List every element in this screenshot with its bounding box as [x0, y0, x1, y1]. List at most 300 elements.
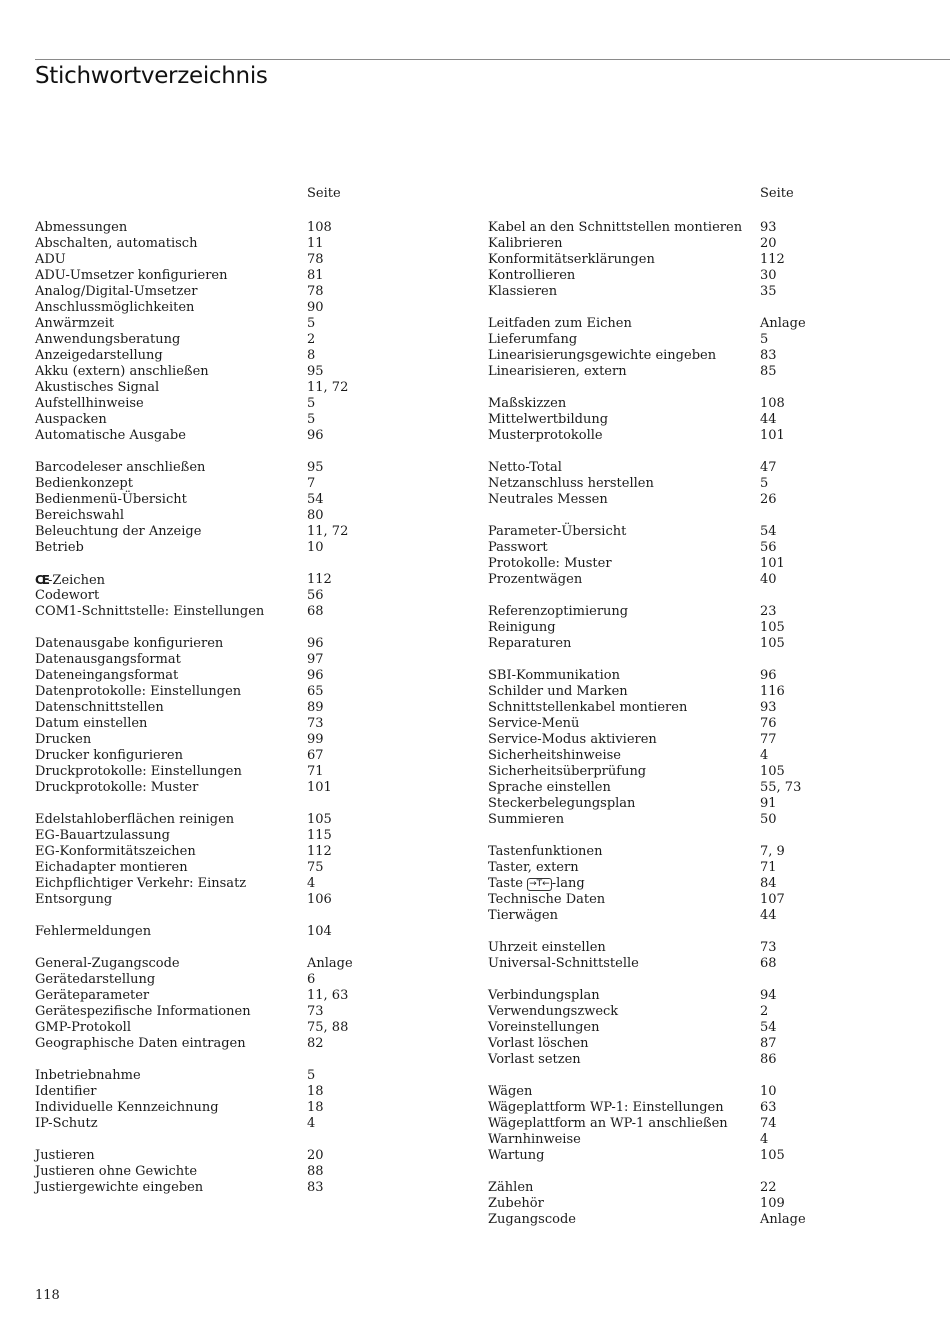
page-number: 118: [35, 1288, 60, 1303]
index-term-text: Justieren ohne Gewichte: [35, 1164, 198, 1179]
index-term: [35, 1068, 141, 1084]
index-page-ref: 67: [307, 748, 324, 763]
index-term-text: Beleuchtung der Anzeige: [35, 524, 202, 539]
index-term-text: Analog/Digital-Umsetzer: [35, 284, 198, 299]
index-term: [488, 1196, 544, 1212]
index-term: [35, 844, 196, 860]
index-term-suffix: -lang: [551, 876, 585, 891]
index-entry: [35, 220, 435, 236]
index-term-text: Tierwägen: [488, 908, 559, 923]
index-page-ref: 75: [307, 860, 324, 875]
index-entry: [35, 284, 435, 300]
index-term: [35, 284, 197, 300]
index-page-ref: 87: [760, 1036, 777, 1051]
index-entry: [35, 1004, 435, 1020]
index-spacer: [488, 1164, 928, 1180]
index-entry: [35, 924, 435, 940]
index-page-ref: 56: [307, 588, 324, 603]
index-page-ref: Anlage: [760, 316, 806, 331]
index-term-text: Voreinstellungen: [488, 1020, 600, 1035]
index-entry: [488, 252, 928, 268]
index-entry: [488, 620, 928, 636]
index-term-text: Edelstahloberflächen reinigen: [35, 812, 235, 827]
index-term-text: Passwort: [488, 540, 548, 555]
index-term-text: Sicherheitsüberprüfung: [488, 764, 647, 779]
index-page-ref: 5: [760, 332, 769, 347]
index-term-text: Dateneingangsformat: [35, 668, 179, 683]
index-page-ref: 8: [307, 348, 316, 363]
index-page-ref: 83: [760, 348, 777, 363]
index-term: [488, 332, 577, 348]
index-spacer: [488, 652, 928, 668]
index-term-text: -Zeichen: [48, 573, 106, 588]
index-spacer: [35, 620, 435, 636]
index-term-text: Zählen: [488, 1180, 534, 1195]
index-page-ref: 22: [760, 1180, 777, 1195]
index-term-text: Betrieb: [35, 540, 84, 555]
index-term: [35, 1004, 251, 1020]
index-entry: [488, 636, 928, 652]
index-page-ref: 112: [307, 572, 332, 587]
index-entries: [488, 220, 928, 1228]
index-page-ref: 116: [760, 684, 785, 699]
index-term-text: Musterprotokolle: [488, 428, 603, 443]
index-page-ref: 86: [760, 1052, 777, 1067]
index-term: [35, 1020, 131, 1036]
index-term: [35, 572, 105, 589]
index-term: [35, 1084, 96, 1100]
index-page-ref: 68: [760, 956, 777, 971]
index-entry: [35, 540, 435, 556]
index-entry: [35, 988, 435, 1004]
index-page-ref: 97: [307, 652, 324, 667]
index-term-text: Drucken: [35, 732, 92, 747]
index-entry: [35, 252, 435, 268]
index-term-text: Eichpflichtiger Verkehr: Einsatz: [35, 876, 247, 891]
index-term-text: Justieren: [35, 1148, 95, 1163]
index-term-text: Wartung: [488, 1148, 545, 1163]
index-page-ref: Anlage: [307, 956, 353, 971]
index-term-text: Anwärmzeit: [35, 316, 115, 331]
index-page-ref: Anlage: [760, 1212, 806, 1227]
index-entry: [488, 668, 928, 684]
index-term: [488, 476, 654, 492]
index-entry: [488, 1180, 928, 1196]
index-term: [35, 1116, 98, 1132]
index-page-ref: 5: [307, 396, 316, 411]
index-term: [35, 652, 181, 668]
index-term-text: Prozentwägen: [488, 572, 583, 587]
index-term-text: IP-Schutz: [35, 1116, 98, 1131]
index-term-text: Individuelle Kennzeichnung: [35, 1100, 219, 1115]
index-term: [488, 636, 571, 652]
index-page-ref: 2: [307, 332, 316, 347]
index-term: [488, 412, 608, 428]
index-term-text: Gerätespezifische Informationen: [35, 1004, 251, 1019]
index-term-text: Identifier: [35, 1084, 97, 1099]
index-term: [488, 988, 600, 1004]
index-term: [488, 1116, 728, 1132]
index-term: [35, 956, 180, 972]
index-term-text: Wägeplattform WP-1: Einstellungen: [488, 1100, 724, 1115]
index-spacer: [488, 924, 928, 940]
index-entry: [488, 1196, 928, 1212]
index-page-ref: 40: [760, 572, 777, 587]
index-page-ref: 11, 72: [307, 380, 349, 395]
index-term-text: Mittelwertbildung: [488, 412, 609, 427]
index-term-text: Service-Menü: [488, 716, 580, 731]
index-page-ref: 78: [307, 252, 324, 267]
page-title: Stichwortverzeichnis: [35, 63, 268, 89]
index-term: [488, 908, 558, 924]
index-page-ref: 96: [760, 668, 777, 683]
index-entry: [488, 268, 928, 284]
index-term: [488, 780, 611, 796]
index-entry: [488, 780, 928, 796]
index-page-ref: 90: [307, 300, 324, 315]
index-entry: [35, 716, 435, 732]
index-page-ref: 96: [307, 636, 324, 651]
index-entry: [35, 300, 435, 316]
index-term-text: Codewort: [35, 588, 100, 603]
index-entry: [35, 668, 435, 684]
index-entry: [35, 332, 435, 348]
index-term-text: Barcodeleser anschließen: [35, 460, 206, 475]
index-entry: [488, 1036, 928, 1052]
index-page-ref: 4: [760, 1132, 769, 1147]
index-term: [35, 220, 127, 236]
index-term-text: Fehlermeldungen: [35, 924, 152, 939]
index-entry: [35, 428, 435, 444]
index-term-text: Inbetriebnahme: [35, 1068, 141, 1083]
index-term-text: Parameter-Übersicht: [488, 524, 627, 539]
index-term-text: Bedienmenü-Übersicht: [35, 492, 187, 507]
index-term-text: SBI-Kommunikation: [488, 668, 620, 683]
index-page-ref: 99: [307, 732, 324, 747]
index-term-text: Anwendungsberatung: [35, 332, 181, 347]
index-term-text: Uhrzeit einstellen: [488, 940, 606, 955]
index-entry: [35, 1036, 435, 1052]
index-term: [35, 1164, 197, 1180]
index-page-ref: 105: [760, 636, 785, 651]
index-entry: [488, 812, 928, 828]
index-page-ref: 5: [307, 316, 316, 331]
index-entry: [35, 636, 435, 652]
index-spacer: [488, 380, 928, 396]
index-term-text: Verwendungszweck: [488, 1004, 619, 1019]
index-term-text: Neutrales Messen: [488, 492, 608, 507]
index-term-text: Abmessungen: [35, 220, 128, 235]
index-page-ref: 5: [307, 1068, 316, 1083]
index-entry: [488, 1132, 928, 1148]
index-entry: [488, 716, 928, 732]
index-term-text: COM1-Schnittstelle: Einstellungen: [35, 604, 265, 619]
index-spacer: [488, 300, 928, 316]
index-page-ref: 96: [307, 668, 324, 683]
index-term: [488, 748, 621, 764]
index-term-text: Anzeigedarstellung: [35, 348, 163, 363]
index-term-text: General-Zugangscode: [35, 956, 180, 971]
index-entry: [35, 1164, 435, 1180]
index-entry: [35, 684, 435, 700]
index-term: [488, 252, 655, 268]
index-spacer: [488, 972, 928, 988]
index-term-text: EG-Bauartzulassung: [35, 828, 170, 843]
index-page-ref: 82: [307, 1036, 324, 1051]
index-term-text: Auspacken: [35, 412, 107, 427]
index-page-ref: 74: [760, 1116, 777, 1131]
index-term-text: GMP-Protokoll: [35, 1020, 131, 1035]
index-term: [488, 1148, 545, 1164]
index-entry: [35, 700, 435, 716]
index-entry: [35, 364, 435, 380]
index-term-text: Justiergewichte eingeben: [35, 1180, 204, 1195]
index-term-text: Referenzoptimierung: [488, 604, 629, 619]
index-term-text: Reinigung: [488, 620, 556, 635]
index-page-ref: 83: [307, 1180, 324, 1195]
index-page-ref: 2: [760, 1004, 769, 1019]
index-term-text: Klassieren: [488, 284, 558, 299]
index-term-text: Wägen: [488, 1084, 533, 1099]
index-page-ref: 11: [307, 236, 324, 251]
index-term-text: Akku (extern) anschließen: [35, 364, 209, 379]
index-term: [488, 604, 628, 620]
index-page-ref: 105: [760, 620, 785, 635]
index-page-ref: 26: [760, 492, 777, 507]
index-term-text: Universal-Schnittstelle: [488, 956, 639, 971]
index-term: [35, 876, 246, 892]
index-term: [35, 636, 223, 652]
index-term-text: Bedienkonzept: [35, 476, 133, 491]
index-term: [488, 348, 716, 364]
index-entry: [35, 732, 435, 748]
index-page-ref: 65: [307, 684, 324, 699]
index-entry: [488, 1084, 928, 1100]
index-entry: [35, 588, 435, 604]
index-entry: [488, 876, 928, 892]
index-term: [35, 268, 227, 284]
index-term: [35, 684, 241, 700]
index-entry: [488, 396, 928, 412]
index-entry: [35, 828, 435, 844]
index-term-text: Kontrollieren: [488, 268, 576, 283]
index-entry: [488, 1148, 928, 1164]
index-entry: [488, 860, 928, 876]
index-page-ref: 10: [760, 1084, 777, 1099]
index-entry: [488, 748, 928, 764]
index-page-ref: 78: [307, 284, 324, 299]
index-page-ref: 56: [760, 540, 777, 555]
index-entry: [488, 332, 928, 348]
index-term-text: Geographische Daten eintragen: [35, 1036, 246, 1051]
index-page-ref: 5: [760, 476, 769, 491]
index-page-ref: 4: [307, 876, 316, 891]
index-term: [35, 364, 209, 380]
index-page-ref: 5: [307, 412, 316, 427]
index-term-text: Vorlast löschen: [488, 1036, 589, 1051]
index-entry: [35, 1100, 435, 1116]
index-term: [35, 428, 186, 444]
index-spacer: [35, 1132, 435, 1148]
index-entry: [488, 1212, 928, 1228]
index-term: [488, 572, 582, 588]
index-term: [488, 1020, 600, 1036]
index-entry: [35, 348, 435, 364]
index-entry: [488, 908, 928, 924]
index-entry: [35, 1180, 435, 1196]
index-entry: [488, 604, 928, 620]
index-page-ref: 71: [760, 860, 777, 875]
index-term: [488, 812, 564, 828]
index-entry: [35, 860, 435, 876]
index-term: [488, 556, 612, 572]
index-page-ref: 54: [760, 1020, 777, 1035]
index-entry: [35, 508, 435, 524]
index-spacer: [488, 444, 928, 460]
index-entry: [488, 940, 928, 956]
index-entry: [488, 556, 928, 572]
index-page-ref: 76: [760, 716, 777, 731]
index-term-text: Schnittstellenkabel montieren: [488, 700, 688, 715]
index-page-ref: 77: [760, 732, 777, 747]
index-page-ref: 95: [307, 364, 324, 379]
index-page-ref: 80: [307, 508, 324, 523]
index-page-ref: 18: [307, 1084, 324, 1099]
index-page-ref: 101: [760, 556, 785, 571]
index-page-ref: 6: [307, 972, 316, 987]
index-entry: [488, 700, 928, 716]
index-term-text: Leitfaden zum Eichen: [488, 316, 632, 331]
index-term: [488, 956, 639, 972]
index-term-text: ADU: [35, 252, 66, 267]
index-term: [35, 668, 178, 684]
index-term: [488, 1004, 618, 1020]
index-term-text: Druckprotokolle: Einstellungen: [35, 764, 242, 779]
index-entry: [488, 412, 928, 428]
index-term: [35, 1148, 95, 1164]
index-entry: [35, 476, 435, 492]
index-term-text: Steckerbelegungsplan: [488, 796, 636, 811]
index-entry: [488, 540, 928, 556]
index-page-ref: 73: [307, 716, 324, 731]
index-term: [488, 492, 608, 508]
index-term: [488, 364, 627, 380]
index-spacer: [35, 556, 435, 572]
index-term: [488, 860, 579, 876]
index-term-text: Datenprotokolle: Einstellungen: [35, 684, 242, 699]
index-term-text: Protokolle: Muster: [488, 556, 612, 571]
index-entry: [488, 572, 928, 588]
index-entry: [488, 796, 928, 812]
index-term-text: Linearisieren, extern: [488, 364, 627, 379]
index-spacer: [35, 940, 435, 956]
index-entry: [35, 572, 435, 588]
index-entry: [35, 412, 435, 428]
index-term-text: Linearisierungsgewichte eingeben: [488, 348, 717, 363]
index-page-ref: 20: [307, 1148, 324, 1163]
index-term-text: Verbindungsplan: [488, 988, 600, 1003]
index-entry: [35, 748, 435, 764]
index-entry: [35, 604, 435, 620]
index-term: [488, 716, 579, 732]
index-page-ref: 84: [760, 876, 777, 891]
index-term: [488, 764, 646, 780]
index-entry: [488, 1100, 928, 1116]
index-entry: [488, 492, 928, 508]
index-term: [488, 428, 603, 444]
index-entry: [35, 1148, 435, 1164]
index-page-ref: 105: [760, 1148, 785, 1163]
seite-header: Seite: [307, 186, 341, 201]
index-page-ref: 105: [307, 812, 332, 827]
index-entry: [488, 684, 928, 700]
index-term-text: Summieren: [488, 812, 565, 827]
index-page-ref: 35: [760, 284, 777, 299]
index-term: [488, 1212, 576, 1228]
index-page-ref: 94: [760, 988, 777, 1003]
ce-mark-icon: CE: [35, 573, 49, 587]
index-spacer: [488, 588, 928, 604]
index-page-ref: 18: [307, 1100, 324, 1115]
index-page-ref: 81: [307, 268, 324, 283]
index-term-text: Reparaturen: [488, 636, 572, 651]
index-page-ref: 7: [307, 476, 316, 491]
index-entry: [35, 876, 435, 892]
index-page-ref: 91: [760, 796, 777, 811]
index-term: [35, 812, 234, 828]
index-term-text: Vorlast setzen: [488, 1052, 581, 1067]
index-page-ref: 4: [760, 748, 769, 763]
index-term: [488, 1132, 581, 1148]
index-term: [35, 972, 155, 988]
index-entry: [488, 956, 928, 972]
index-page-ref: 88: [307, 1164, 324, 1179]
index-page-ref: 54: [760, 524, 777, 539]
index-term-text: Lieferumfang: [488, 332, 578, 347]
index-entry: [35, 892, 435, 908]
index-page-ref: 93: [760, 700, 777, 715]
index-term: [488, 236, 562, 252]
index-entry: [35, 1020, 435, 1036]
index-term-text: Bereichswahl: [35, 508, 125, 523]
index-page-ref: 11, 63: [307, 988, 349, 1003]
index-entry: [35, 316, 435, 332]
index-term-text: Service-Modus aktivieren: [488, 732, 657, 747]
index-entry: [488, 220, 928, 236]
index-term: [35, 460, 205, 476]
index-term: [488, 460, 562, 476]
index-page-ref: 112: [307, 844, 332, 859]
index-entry: [488, 364, 928, 380]
index-term-text: Kalibrieren: [488, 236, 563, 251]
index-term-text: Sprache einstellen: [488, 780, 611, 795]
index-page-ref: 89: [307, 700, 324, 715]
index-page-ref: 75, 88: [307, 1020, 349, 1035]
index-term: [35, 892, 112, 908]
index-term: [488, 396, 566, 412]
index-term-text: Sicherheitshinweise: [488, 748, 621, 763]
index-spacer: [35, 908, 435, 924]
index-entry: [35, 524, 435, 540]
index-page-ref: 96: [307, 428, 324, 443]
index-term-text: Datenausgangsformat: [35, 652, 181, 667]
index-entry: [35, 1084, 435, 1100]
tare-key-icon: →T←: [529, 879, 550, 889]
index-entry: [488, 844, 928, 860]
index-spacer: [488, 508, 928, 524]
index-term-text: Netto-Total: [488, 460, 562, 475]
index-term-text: Taster, extern: [488, 860, 579, 875]
